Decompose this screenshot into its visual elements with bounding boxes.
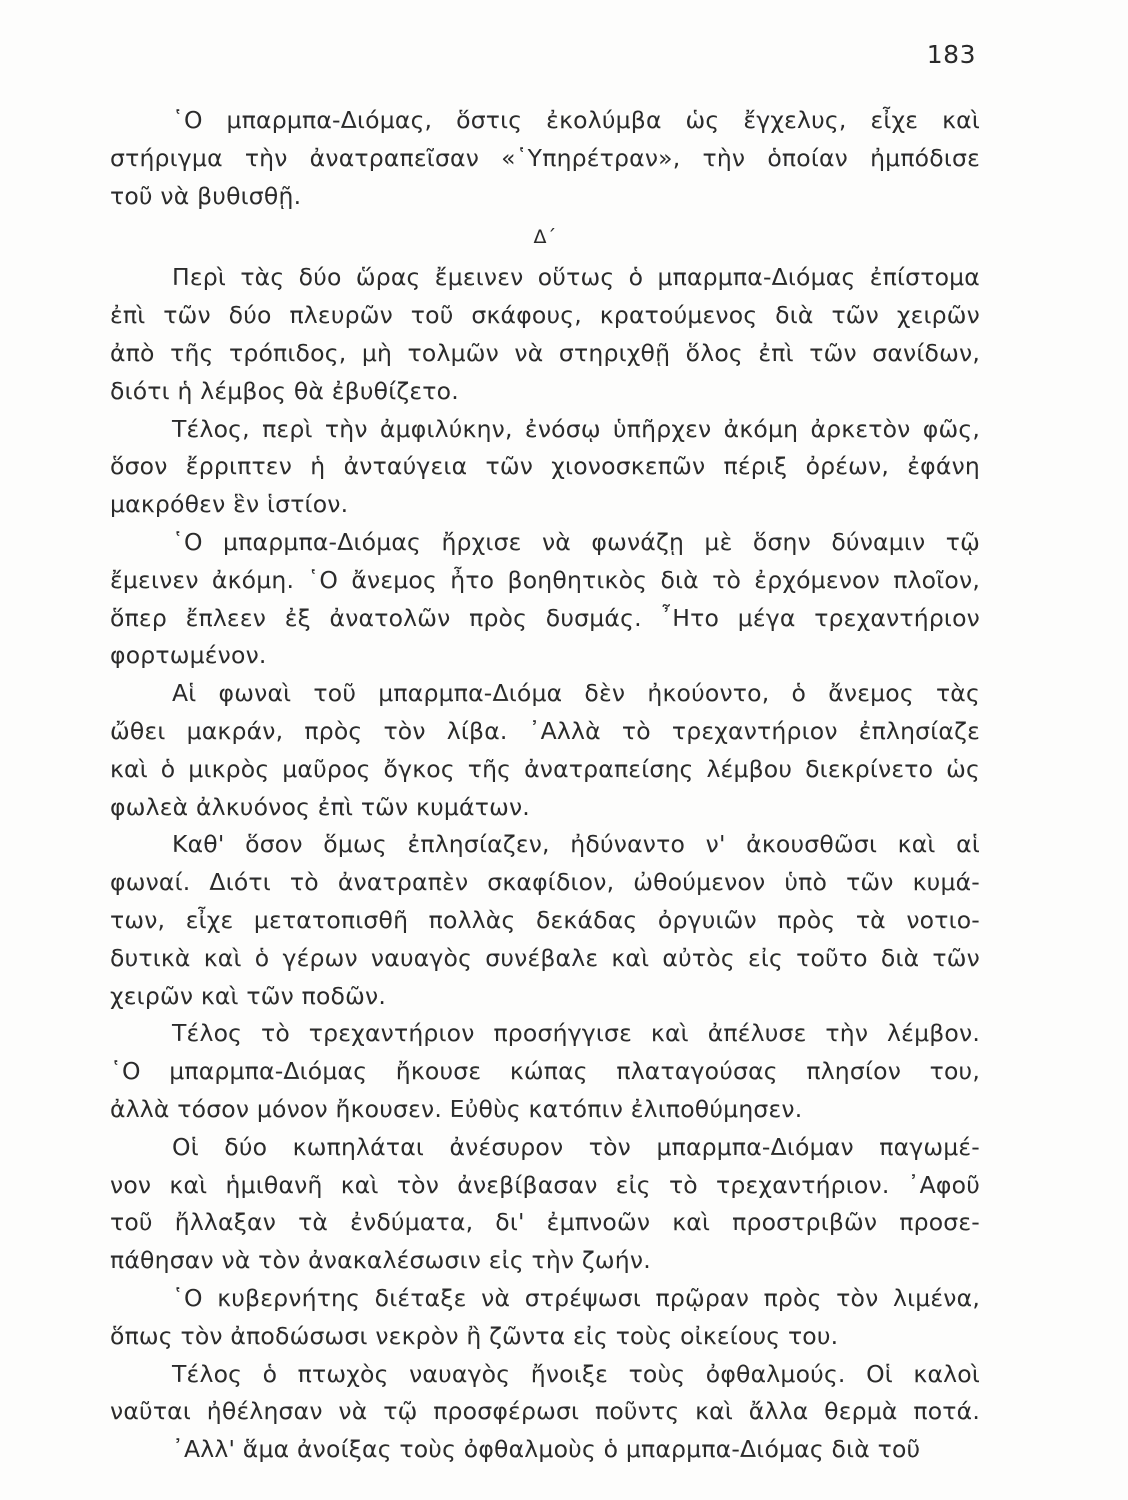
text-line: ἐπὶ τῶν δύο πλευρῶν τοῦ σκάφους, κρατούμενος διὰ τῶν χειρῶν [110,301,980,330]
text-line: ἔμεινεν ἀκόμη. ῾Ο ἄνεμος ἦτο βοηθητικὸς διὰ τὸ ἐρχόμενον πλοῖον, [110,565,980,594]
text-line: ὅσον ἔρριπτεν ἡ ἀνταύγεια τῶν χιονοσκεπῶν πέριξ ὀρέων, ἐφάνη [110,452,980,481]
text-line: των, εἶχε μετατοπισθῆ πολλὰς δεκάδας ὀργυιῶν πρὸς τὰ νοτιο- [110,905,980,934]
text-line: ᾿Αλλ' ἅμα ἀνοίξας τοὺς ὀφθαλμοὺς ὁ μπαρμπα-Διόμας διὰ τοῦ [172,1435,921,1464]
text-line: Τέλος τὸ τρεχαντήριον προσήγγισε καὶ ἀπέλυσε τὴν λέμβον. [172,1019,980,1048]
page-number: 183 [926,40,976,69]
text-line: ὤθει μακράν, πρὸς τὸν λίβα. ᾿Αλλὰ τὸ τρεχαντήριον ἐπλησίαζε [110,716,980,745]
section-heading: Δ΄ [533,226,557,249]
text-line: Καθ' ὅσον ὅμως ἐπλησίαζεν, ἠδύναντο ν' ἀκουσθῶσι καὶ αἱ [172,830,980,859]
text-line: Αἱ φωναὶ τοῦ μπαρμπα-Διόμα δὲν ἠκούοντο, ὁ ἄνεμος τὰς [172,679,980,708]
text-line: ῾Ο μπαρμπα-Διόμας ἤρχισε νὰ φωνάζῃ μὲ ὅσην δύναμιν τῷ [172,527,980,556]
text-line: ὅπερ ἔπλεεν ἐξ ἀνατολῶν πρὸς δυσμάς. ῏Ητο μέγα τρεχαντήριον [110,603,980,632]
text-line: ὅπως τὸν ἀποδώσωσι νεκρὸν ἢ ζῶντα εἰς τοὺς οἰκείους του. [110,1321,839,1350]
text-line: χειρῶν καὶ τῶν ποδῶν. [110,981,386,1010]
text-line: ῾Ο κυβερνήτης διέταξε νὰ στρέψωσι πρῷραν πρὸς τὸν λιμένα, [172,1283,980,1312]
text-line: φωλεὰ ἀλκυόνος ἐπὶ τῶν κυμάτων. [110,792,530,821]
text-line: νον καὶ ἡμιθανῆ καὶ τὸν ἀνεβίβασαν εἰς τὸ τρεχαντήριον. ᾿Αφοῦ [110,1170,980,1199]
text-line: δυτικὰ καὶ ὁ γέρων ναυαγὸς συνέβαλε καὶ αὐτὸς εἰς τοῦτο διὰ τῶν [110,943,980,972]
text-line: ναῦται ἠθέλησαν νὰ τῷ προσφέρωσι ποῦντς καὶ ἄλλα θερμὰ ποτά. [110,1397,980,1426]
text-line: Περὶ τὰς δύο ὥρας ἔμεινεν οὕτως ὁ μπαρμπα-Διόμας ἐπίστομα [172,263,980,292]
text-line: πάθησαν νὰ τὸν ἀνακαλέσωσιν εἰς τὴν ζωήν. [110,1246,651,1275]
text-line: Τέλος ὁ πτωχὸς ναυαγὸς ἤνοιξε τοὺς ὀφθαλμούς. Οἱ καλοὶ [172,1359,980,1388]
text-line: τοῦ νὰ βυθισθῇ. [110,181,302,210]
text-line: ἀπὸ τῆς τρόπιδος, μὴ τολμῶν νὰ στηριχθῇ ὅλος ἐπὶ τῶν σανίδων, [110,338,980,367]
text-line: μακρόθεν ἓν ἱστίον. [110,490,349,519]
text-line: ἀλλὰ τόσον μόνον ἤκουσεν. Εὐθὺς κατόπιν ἐλιποθύμησεν. [110,1094,803,1123]
text-line: στήριγμα τὴν ἀνατραπεῖσαν «῾Υπηρέτραν», τὴν ὁποίαν ἠμπόδισε [110,143,980,172]
text-line: τοῦ ἤλλαξαν τὰ ἐνδύματα, δι' ἐμπνοῶν καὶ προστριβῶν προσε- [110,1208,980,1237]
text-line: καὶ ὁ μικρὸς μαῦρος ὄγκος τῆς ἀνατραπείσης λέμβου διεκρίνετο ὡς [110,754,980,783]
text-line: Οἱ δύο κωπηλάται ἀνέσυρον τὸν μπαρμπα-Διόμαν παγωμέ- [172,1132,980,1161]
text-line: φωναί. Διότι τὸ ἀνατραπὲν σκαφίδιον, ὠθούμενον ὑπὸ τῶν κυμά- [110,868,980,897]
text-line: φορτωμένον. [110,641,267,670]
body-text [110,102,980,1469]
text-line: διότι ἡ λέμβος θὰ ἐβυθίζετο. [110,376,459,405]
text-line: ῾Ο μπαρμπα-Διόμας ἤκουσε κώπας πλαταγούσας πλησίον του, [110,1057,980,1086]
text-line: ῾Ο μπαρμπα-Διόμας, ὅστις ἐκολύμβα ὡς ἔγχελυς, εἶχε καὶ [172,106,980,134]
text-line: Τέλος, περὶ τὴν ἀμφιλύκην, ἐνόσῳ ὑπῆρχεν ἀκόμη ἀρκετὸν φῶς, [172,414,980,443]
